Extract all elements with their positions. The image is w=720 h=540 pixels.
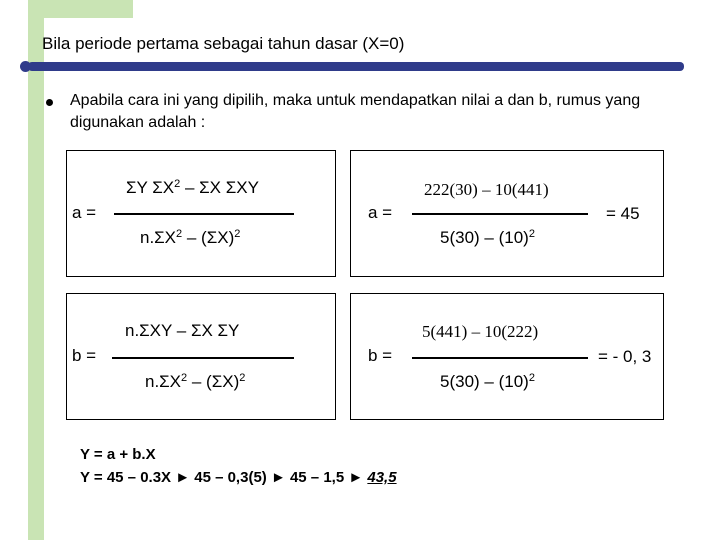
- title-rule: [28, 62, 684, 71]
- calc-b-numerator: 5(441) – 10(222): [422, 322, 539, 341]
- left-accent-strip: [28, 18, 44, 540]
- result-line-1: Y = a + b.X: [80, 446, 156, 463]
- formula-a-label: a =: [72, 203, 97, 222]
- calc-b-label: b =: [368, 346, 393, 365]
- bullet-text: Apabila cara ini yang dipilih, maka untuk mendapatkan nilai a dan b, rumus yang digunakan adalah :: [70, 92, 641, 131]
- calc-b-denominator: $5(30) - (10)^2$: [440, 372, 535, 391]
- formula-b-label: b =: [72, 346, 97, 365]
- result-line-2: Y = 45 – 0.3X ► 45 – 0,3(5) ► 45 – 1,5 ► 43,5: [80, 469, 397, 486]
- accent-block: [28, 0, 133, 18]
- bullet-icon: [46, 99, 53, 106]
- calc-b-result: = - 0, 3: [598, 347, 652, 366]
- formula-b-numerator: n.ΣXY – ΣX ΣY: [125, 321, 240, 340]
- calc-b-fraction-line: [412, 357, 588, 359]
- final-result: 43,5: [367, 469, 397, 486]
- calc-a-denominator: $5(30) - (10)^2$: [440, 228, 535, 247]
- calc-a-numerator: 222(30) – 10(441): [424, 180, 549, 199]
- formula-a-fraction-line: [114, 213, 294, 215]
- formula-a-denominator: $n.\Sigma X^2 - (\Sigma X)^2$: [140, 228, 241, 247]
- calc-a-label: a =: [368, 203, 393, 222]
- formula-b-fraction-line: [112, 357, 294, 359]
- formula-b-denominator: $n.\Sigma X^2 - (\Sigma X)^2$: [145, 372, 246, 391]
- calc-a-result: = 45: [606, 204, 640, 223]
- formula-a-numerator: ΣY $\Sigma X^2$ – ΣX ΣXY: [126, 178, 259, 197]
- slide-title: Bila periode pertama sebagai tahun dasar (X=0): [42, 34, 405, 53]
- calc-a-fraction-line: [412, 213, 588, 215]
